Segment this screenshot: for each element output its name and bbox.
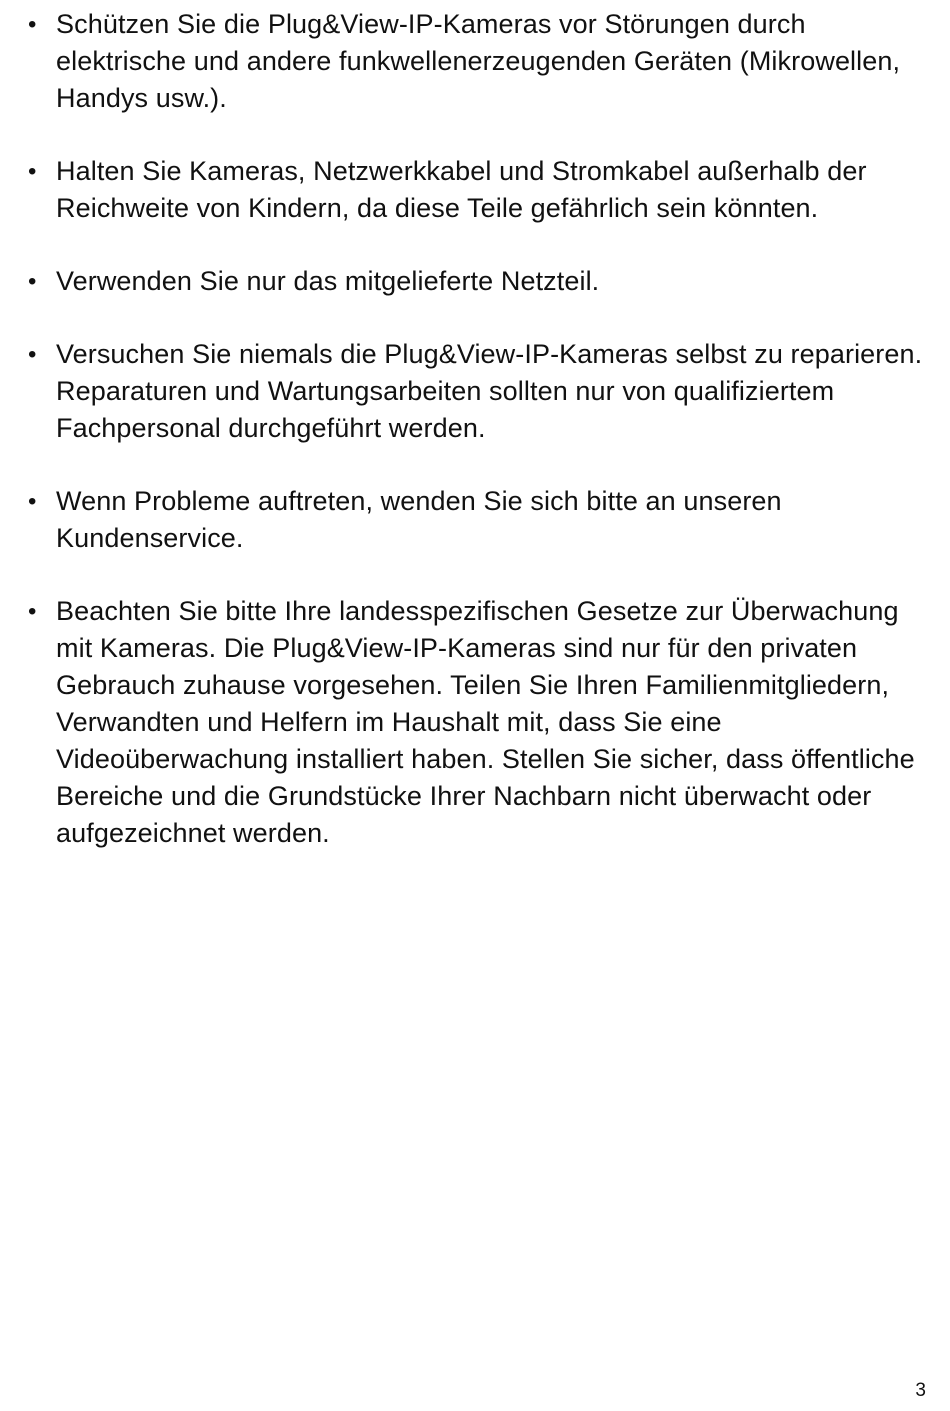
list-item-text: Versuchen Sie niemals die Plug&View-IP-Kameras selbst zu reparieren. Reparaturen und Wartungsarbeiten sollten nur von qualifiziertem Fachpersonal durchgeführt werden. — [56, 339, 923, 443]
page-number: 3 — [915, 1380, 926, 1401]
list-item-text: Halten Sie Kameras, Netzwerkkabel und Stromkabel außerhalb der Reichweite von Kindern, da diese Teile gefährlich sein könnten. — [56, 156, 867, 223]
bullet-icon: • — [28, 488, 37, 515]
list-item — [24, 336, 924, 447]
bullet-icon: • — [28, 158, 37, 185]
bullet-icon: • — [28, 341, 37, 368]
list-item-text: Verwenden Sie nur das mitgelieferte Netzteil. — [56, 266, 600, 296]
list-item — [24, 263, 924, 300]
list-item — [24, 483, 924, 557]
bullet-icon: • — [28, 11, 37, 38]
safety-instructions-list — [24, 6, 924, 888]
list-item — [24, 153, 924, 227]
bullet-icon: • — [28, 268, 37, 295]
list-item-text: Wenn Probleme auftreten, wenden Sie sich bitte an unseren Kundenservice. — [56, 486, 782, 553]
list-item — [24, 593, 924, 852]
list-item — [24, 6, 924, 117]
list-item-text: Schützen Sie die Plug&View-IP-Kameras vor Störungen durch elektrische und andere funkwellenerzeugenden Geräten (Mikrowellen, Handys usw.). — [56, 9, 901, 113]
bullet-icon: • — [28, 598, 37, 625]
list-item-text: Beachten Sie bitte Ihre landesspezifischen Gesetze zur Überwachung mit Kameras. Die Plug&View-IP-Kameras sind nur für den privaten Gebrauch zuhause vorgesehen. Teilen Sie Ihren Familienmitgliedern, Verwandten und Helfern im Haushalt mit, dass Sie eine Videoüberwachung installiert haben. Stellen Sie sicher, dass öffentliche Bereiche und die Grundstücke Ihrer Nachbarn nicht überwacht oder aufgezeichnet werden. — [56, 596, 915, 848]
